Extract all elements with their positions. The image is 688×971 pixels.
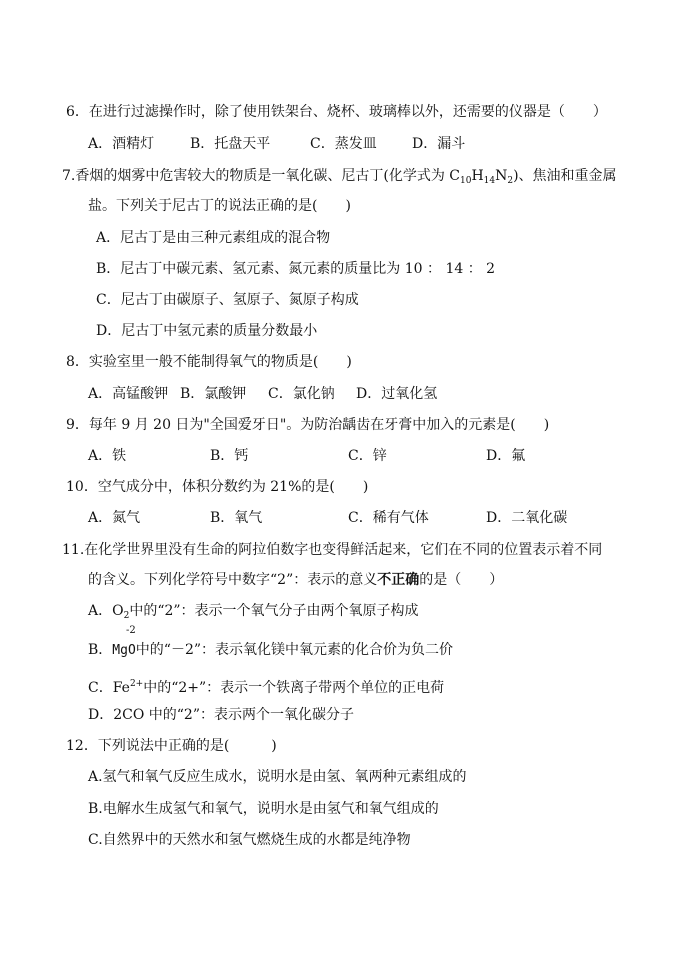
q11-optC-sup: 2+ xyxy=(129,679,144,689)
q7-option-c: C．尼古丁由碳原子、氢原子、氮原子构成 xyxy=(96,292,359,308)
q9-option-d: D．氟 xyxy=(486,448,526,464)
q12-stem: 12．下列说法中正确的是( ) xyxy=(66,738,277,754)
q11-option-b xyxy=(88,625,454,661)
q10-option-a: A．氮气 xyxy=(88,510,141,526)
q11-option-c xyxy=(88,674,444,698)
q7-stem-line2: 盐。下列关于尼古丁的说法正确的是( ) xyxy=(88,198,351,214)
q7-sub-c: 10 xyxy=(459,176,472,186)
q6-option-b: B．托盘天平 xyxy=(190,136,271,152)
q10-stem: 10．空气成分中，体积分数约为 21%的是( ) xyxy=(66,479,369,495)
q7-h: H xyxy=(471,168,484,184)
q11-optB-charge: -2 xyxy=(125,625,136,636)
q11-optA-rest: 中的“2”：表示一个氧气分子由两个氧原子构成 xyxy=(129,603,419,619)
q8-stem: 8．实验室里一般不能制得氧气的物质是( ) xyxy=(66,354,352,370)
q8-option-b: B．氯酸钾 xyxy=(180,386,247,402)
q11-optB-o: O xyxy=(127,643,136,658)
q11-emphasis: 不正确 xyxy=(377,572,420,588)
q7-stem-part1: 7.香烟的烟雾中危害较大的物质是一氧化碳、尼古丁(化学式为 C xyxy=(62,168,460,184)
q7-stem-line1 xyxy=(62,166,617,191)
q11-option-a xyxy=(88,601,419,626)
q6-option-d: D．漏斗 xyxy=(412,136,466,152)
q11-optB-mg: Mg xyxy=(112,643,128,658)
q9-option-c: C．锌 xyxy=(348,448,387,464)
q11-optC-prefix: C．Fe xyxy=(88,680,130,696)
q7-sub-h: 14 xyxy=(483,176,496,186)
q7-sub-n: 2 xyxy=(507,176,514,186)
q6-stem: 6．在进行过滤操作时，除了使用铁架台、烧杯、玻璃棒以外，还需要的仪器是（ ） xyxy=(66,104,607,120)
q11-stem-line1: 11.在化学世界里没有生命的阿拉伯数字也变得鲜活起来，它们在不同的位置表示着不同 xyxy=(62,542,603,558)
q6-option-c: C．蒸发皿 xyxy=(310,136,377,152)
q12-option-c: C.自然界中的天然水和氢气燃烧生成的水都是纯净物 xyxy=(88,832,411,848)
q11-optC-rest: 中的“2+”：表示一个铁离子带两个单位的正电荷 xyxy=(143,680,445,696)
q11-optB-oxygen xyxy=(125,625,136,661)
q11-stem-line2 xyxy=(88,570,503,590)
q7-option-b: B．尼古丁中碳元素、氢元素、氮元素的质量比为 10 ： 14 ： 2 xyxy=(96,261,496,277)
q11-option-d: D．2CO 中的“2”：表示两个一氧化碳分子 xyxy=(88,707,354,723)
q11-stem-line2-a: 的含义。下列化学符号中数字“2”：表示的意义 xyxy=(88,572,378,588)
q12-option-a: A.氢气和氧气反应生成水，说明水是由氢、氧两种元素组成的 xyxy=(88,769,467,785)
q10-option-b: B．氧气 xyxy=(210,510,263,526)
q10-option-d: D．二氧化碳 xyxy=(486,510,568,526)
q11-optB-prefix: B． xyxy=(88,642,113,658)
q10-option-c: C．稀有气体 xyxy=(348,510,429,526)
q7-n: N xyxy=(495,168,508,184)
q6-option-a: A．酒精灯 xyxy=(88,136,155,152)
q7-option-d: D．尼古丁中氢元素的质量分数最小 xyxy=(96,323,318,339)
q8-option-a: A．高锰酸钾 xyxy=(88,386,169,402)
q9-stem: 9．每年 9 月 20 日为"全国爱牙日"。为防治龋齿在牙膏中加入的元素是( ) xyxy=(66,417,550,433)
q7-stem-part2: )、焦油和重金属 xyxy=(513,168,617,184)
q11-optA-prefix: A．O xyxy=(88,603,124,619)
q8-option-c: C．氯化钠 xyxy=(268,386,335,402)
q11-stem-line2-b: 的是（ ） xyxy=(419,572,504,588)
q7-option-a: A．尼古丁是由三种元素组成的混合物 xyxy=(96,230,331,246)
q9-option-b: B．钙 xyxy=(210,448,249,464)
q8-option-d: D．过氧化氢 xyxy=(356,386,438,402)
q12-option-b: B.电解水生成氢气和氧气，说明水是由氢气和氧气组成的 xyxy=(88,801,439,817)
q9-option-a: A．铁 xyxy=(88,448,127,464)
q11-optB-rest: 中的“－2”：表示氧化镁中氧元素的化合价为负二价 xyxy=(135,642,454,658)
q11-optA-sub: 2 xyxy=(123,611,130,621)
